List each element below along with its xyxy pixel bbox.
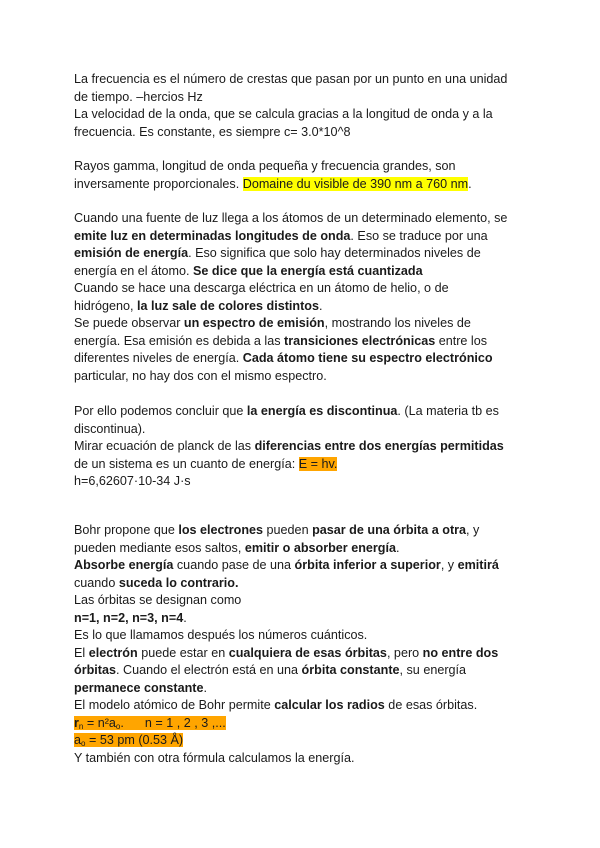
text-line xyxy=(74,662,534,680)
text-run: . xyxy=(319,298,323,313)
text-line xyxy=(74,456,534,474)
bold-run: un espectro de emisión xyxy=(183,316,325,330)
text-line: h=6,62607·10-34 J·s xyxy=(74,474,191,488)
highlight-planck-formula: E = hv. xyxy=(298,456,338,471)
text-run: , pero xyxy=(386,645,423,660)
text-line xyxy=(74,228,534,246)
formula-radius-line xyxy=(74,715,534,733)
text-line xyxy=(74,245,534,263)
text-run: puede estar en xyxy=(137,645,229,660)
bold-run: la luz sale de colores distintos xyxy=(137,298,319,313)
formula-symbol: a xyxy=(74,733,82,747)
bold-run: Se dice que la energía está cuantizada xyxy=(193,263,423,278)
text-run: pueden mediante esos saltos, xyxy=(74,540,245,555)
text-run: , y xyxy=(440,558,458,572)
bold-run: n=1, n=2, n=3, n=4 xyxy=(74,610,184,625)
text-line xyxy=(74,645,534,663)
text-line xyxy=(74,315,534,333)
text-run: . xyxy=(203,680,207,695)
text-run: . Eso se traduce por una xyxy=(350,228,488,243)
text-line xyxy=(74,575,534,593)
paragraph-emision xyxy=(74,210,534,385)
bold-run: diferencias entre dos energías permitidas xyxy=(254,439,504,453)
highlight-visible-range: Domaine du visible de 390 nm a 760 nm xyxy=(242,176,469,191)
formula-text: . n = 1 , 2 , 3 ,... xyxy=(120,715,226,730)
text-line xyxy=(74,438,534,456)
paragraph-bohr xyxy=(74,522,534,767)
bold-run: emite luz en determinadas longitudes de onda xyxy=(74,228,351,243)
text-run: Bohr propone que xyxy=(74,523,179,537)
text-line xyxy=(74,263,534,281)
text-line: de tiempo. –hercios Hz xyxy=(74,89,203,104)
bold-run: transiciones electrónicas xyxy=(284,333,436,348)
paragraph-discontinua xyxy=(74,403,534,491)
text-run: energía. Esa emisión es debida a las xyxy=(74,333,285,348)
bold-run: electrón xyxy=(88,645,138,660)
text-run: , y xyxy=(466,523,480,537)
text-run: , su energía xyxy=(399,663,467,677)
text-line: Cuando se hace una descarga eléctrica en un átomo de helio, o de xyxy=(74,281,449,295)
formula-text: = 53 pm (0.53 Å) xyxy=(85,733,184,747)
formula-subscript: n xyxy=(78,721,84,731)
text-line: Rayos gamma, longitud de onda pequeña y frecuencia grandes, son xyxy=(74,159,456,173)
formula-symbol: r xyxy=(74,715,79,730)
text-run: . Eso significa que solo hay determinados niveles de xyxy=(188,246,481,260)
highlight-radius-formula xyxy=(74,716,226,730)
text-run: inversamente proporcionales. xyxy=(74,176,243,191)
formula-subscript: o xyxy=(81,739,86,748)
text-line xyxy=(74,680,534,698)
text-line: particular, no hay dos con el mismo espectro. xyxy=(74,368,327,383)
text-run: Por ello podemos concluir que xyxy=(74,404,247,418)
text-run: El modelo atómico de Bohr permite xyxy=(74,698,275,712)
text-line xyxy=(74,540,534,558)
bold-run: cualquiera de esas órbitas xyxy=(228,645,387,660)
text-line xyxy=(74,522,534,540)
bold-run: órbita inferior a superior xyxy=(294,558,441,572)
bold-run: la energía es discontinua xyxy=(246,404,398,418)
text-line: discontinua). xyxy=(74,421,146,436)
paragraph-rayos-gamma xyxy=(74,158,534,193)
bold-run: Cada átomo tiene su espectro electrónico xyxy=(242,351,493,365)
text-line: frecuencia. Es constante, es siempre c= 3.0*10^8 xyxy=(74,124,351,139)
text-run: . xyxy=(396,540,400,555)
formula-bohr-radius-line xyxy=(74,732,534,750)
text-line xyxy=(74,333,534,351)
text-line: Y también con otra fórmula calculamos la energía. xyxy=(74,750,355,765)
text-run: Se puede observar xyxy=(74,316,184,330)
formula-text: = n²a xyxy=(83,715,116,730)
text-run: cuando xyxy=(74,575,119,590)
text-run: entre los xyxy=(435,333,488,348)
bold-run: suceda lo contrario. xyxy=(118,575,239,590)
paragraph-frecuencia xyxy=(74,71,534,141)
formula-subscript: o xyxy=(115,721,121,731)
bold-run: Absorbe energía xyxy=(74,558,174,572)
text-run: de un sistema es un cuanto de energía: xyxy=(74,456,299,471)
text-run: , mostrando los niveles de xyxy=(324,316,471,330)
text-run: hidrógeno, xyxy=(74,298,138,313)
bold-run: no entre dos xyxy=(422,645,499,660)
bold-run: los electrones xyxy=(178,523,264,537)
text-line: Las órbitas se designan como xyxy=(74,593,242,607)
text-run: diferentes niveles de energía. xyxy=(74,351,243,365)
bold-run: permanece constante xyxy=(74,680,204,695)
text-run: . xyxy=(183,610,187,625)
text-line: Cuando una fuente de luz llega a los átomos de un determinado elemento, se xyxy=(74,211,508,225)
text-run: . xyxy=(468,176,472,191)
text-line xyxy=(74,403,534,421)
text-run: cuando pase de una xyxy=(173,558,295,572)
text-line xyxy=(74,557,534,575)
bold-run: emitirá xyxy=(457,558,499,572)
text-run: pueden xyxy=(263,523,313,537)
text-line xyxy=(74,298,534,316)
text-run: . (La materia tb es xyxy=(397,404,499,418)
text-line xyxy=(74,610,534,628)
bold-run: emisión de energía xyxy=(74,246,189,260)
text-run: . Cuando el electrón está en una xyxy=(116,663,302,677)
bold-run: pasar de una órbita a otra xyxy=(312,523,467,537)
bold-run: emitir o absorber energía xyxy=(244,540,397,555)
highlight-bohr-radius xyxy=(74,733,183,747)
text-run: Mirar ecuación de planck de las xyxy=(74,439,255,453)
text-line xyxy=(74,176,534,194)
text-line: Es lo que llamamos después los números cuánticos. xyxy=(74,628,368,642)
text-run: El xyxy=(74,645,89,660)
text-line xyxy=(74,350,534,368)
bold-run: calcular los radios xyxy=(274,698,385,712)
text-line xyxy=(74,697,534,715)
bold-run: órbitas xyxy=(74,663,116,677)
text-line: La velocidad de la onda, que se calcula gracias a la longitud de onda y a la xyxy=(74,107,493,121)
bold-run: órbita constante xyxy=(301,663,400,677)
text-run: de esas órbitas. xyxy=(384,698,478,712)
text-run: energía en el átomo. xyxy=(74,263,194,278)
text-line: La frecuencia es el número de crestas que pasan por un punto en una unidad xyxy=(74,72,508,86)
